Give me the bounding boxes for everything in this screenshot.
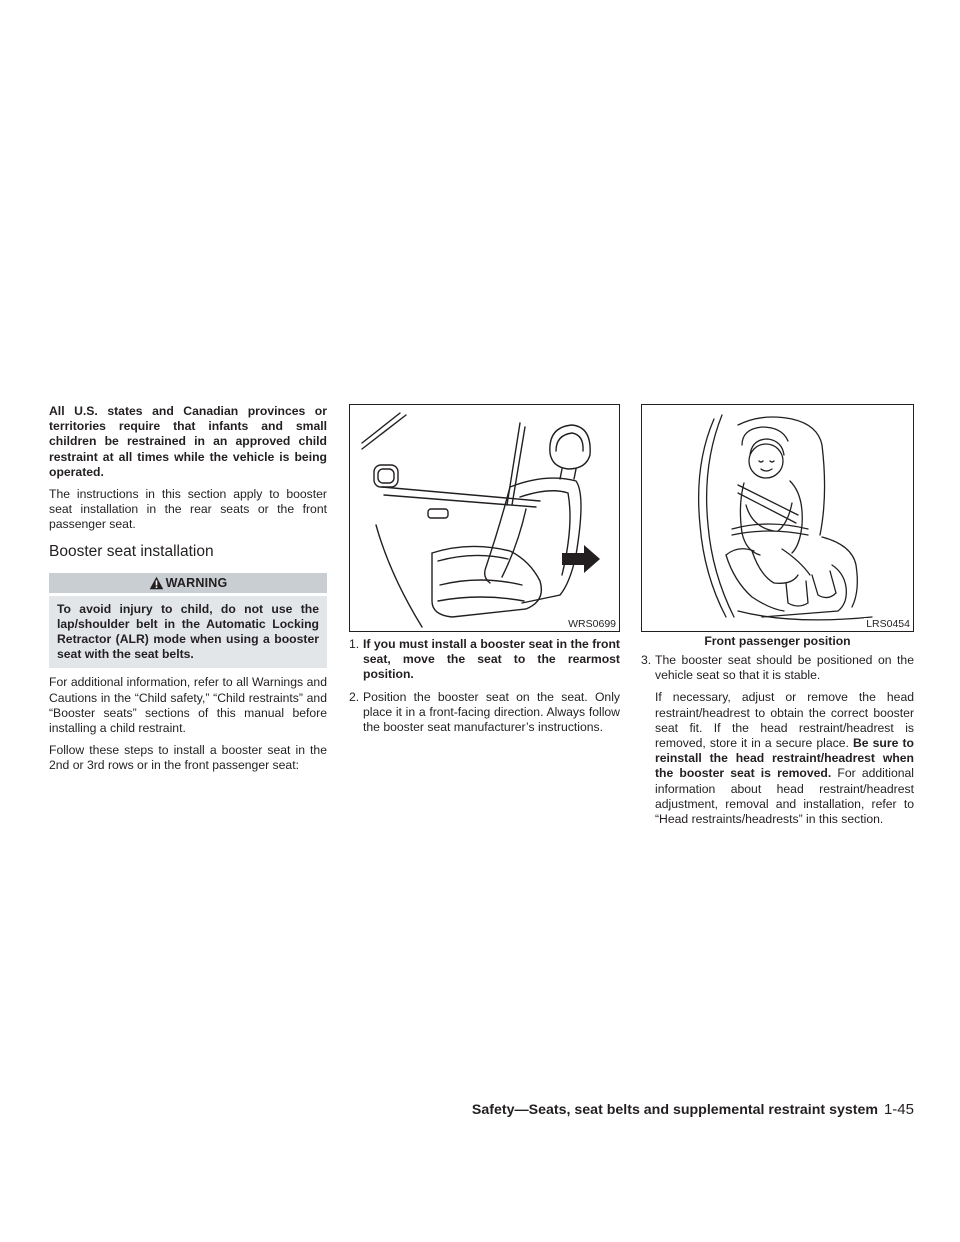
intro-text: The instructions in this section apply to booster seat installation in the rear seats or the front passenger seat. bbox=[49, 487, 327, 532]
figure-front-passenger bbox=[641, 404, 914, 632]
figure-code: LRS0454 bbox=[866, 618, 910, 630]
head-restraint-text: If necessary, adjust or remove the head restraint/headrest to obtain the correct booster seat fit. If the head restraint/headrest is removed, store it in a secure place. bbox=[655, 690, 914, 751]
warning-header bbox=[49, 573, 327, 593]
footer-section-title: Safety—Seats, seat belts and supplemental restraint system bbox=[471, 1102, 878, 1118]
intro-bold-text: All U.S. states and Canadian provinces or territories require that infants and small children be restrained in an approved child restraint at all times while the vehicle is being operated. bbox=[49, 404, 327, 479]
left-column bbox=[49, 404, 327, 774]
head-restraint-reference: For additional information about head restraint/headrest adjustment, removal and installation, refer to “Head restraints/headrests” in this section. bbox=[655, 766, 914, 827]
step-3 bbox=[641, 653, 914, 683]
head-restraint-paragraph bbox=[641, 690, 914, 827]
figure-front-seat bbox=[349, 404, 620, 632]
section-heading: Booster seat installation bbox=[49, 542, 214, 560]
page-number: 1-45 bbox=[883, 1101, 914, 1118]
step-1 bbox=[349, 637, 620, 683]
step-text: Position the booster seat on the seat. Only place it in a front-facing direction. Always follow the booster seat manufacturer’s instructions. bbox=[363, 689, 620, 735]
step-number: 3. bbox=[641, 653, 652, 667]
reinstall-headrest-bold: Be sure to reinstall the head restraint/headrest when the booster seat is removed. bbox=[655, 736, 914, 781]
middle-column bbox=[349, 404, 620, 735]
step-2 bbox=[349, 690, 620, 736]
warning-box bbox=[49, 573, 327, 669]
warning-text: To avoid injury to child, do not use the lap/shoulder belt in the Automatic Locking Retractor (ALR) mode when using a booster seat with the seat belts. bbox=[49, 596, 327, 669]
child-in-booster-seat-illustration bbox=[642, 405, 913, 631]
right-column bbox=[641, 404, 914, 827]
step-text: The booster seat should be positioned on the vehicle seat so that it is stable. bbox=[655, 653, 914, 683]
follow-steps-paragraph: Follow these steps to install a booster seat in the 2nd or 3rd rows or in the front passenger seat: bbox=[49, 743, 327, 773]
step-number: 1. bbox=[349, 637, 360, 651]
figure-code: WRS0699 bbox=[568, 618, 616, 630]
warning-label: WARNING bbox=[165, 575, 228, 590]
page-footer bbox=[454, 1101, 914, 1118]
step-number: 2. bbox=[349, 689, 360, 704]
figure-caption: Front passenger position bbox=[704, 634, 851, 648]
front-seat-arrow-illustration bbox=[350, 405, 619, 631]
step-text: If you must install a booster seat in the front seat, move the seat to the rearmost position. bbox=[363, 637, 620, 682]
additional-info-paragraph: For additional information, refer to all Warnings and Cautions in the “Child safety,” “Child restraints” and “Booster seats” sections of this manual before installing a child restraint. bbox=[49, 675, 327, 736]
warning-triangle-icon bbox=[149, 576, 164, 590]
